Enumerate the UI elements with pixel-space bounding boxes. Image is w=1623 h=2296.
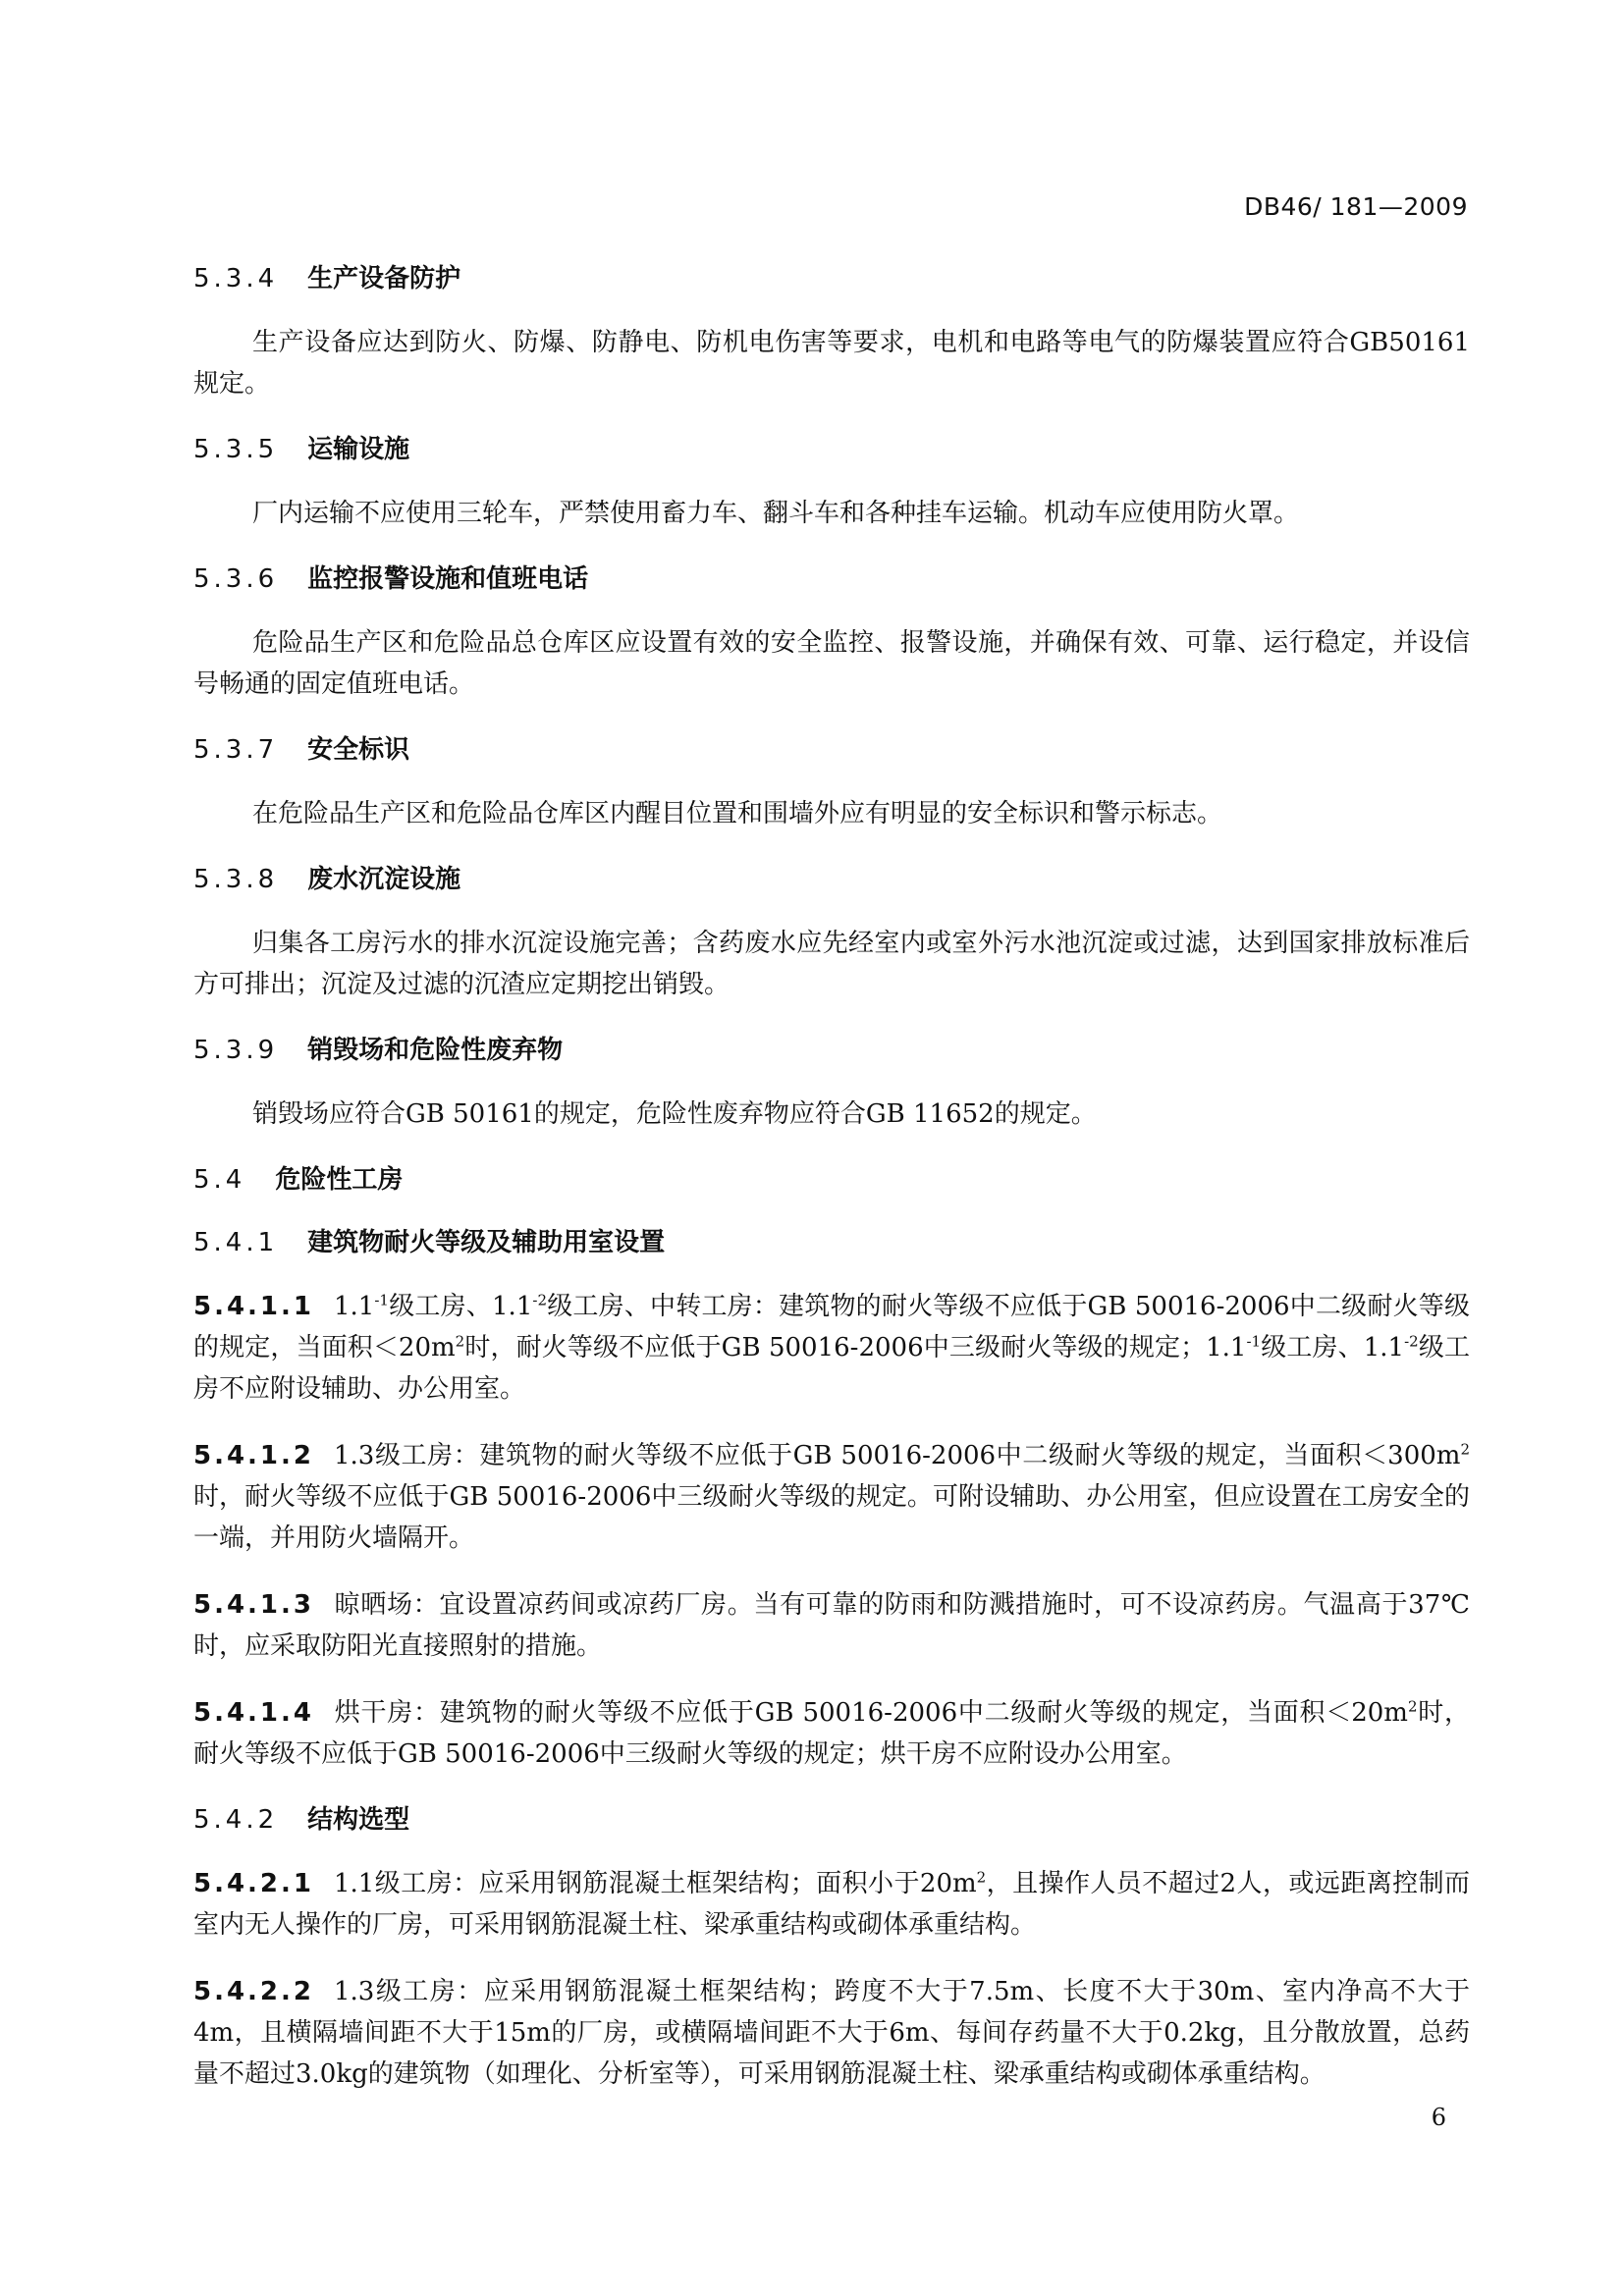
section-title: 监控报警设施和值班电话 [307,564,589,594]
section-title: 结构选型 [307,1805,410,1835]
section-number: 5.3.9 [193,1036,279,1065]
section-number: 5.4 [193,1165,246,1195]
body-paragraph: 危险品生产区和危险品总仓库区应设置有效的安全监控、报警设施，并确保有效、可靠、运行稳定，并设信号畅通的固定值班电话。 [193,628,1470,699]
clause-paragraph: 5.4.2.2 1.3级工房：应采用钢筋混凝土框架结构；跨度不大于7.5m、长度不大于30m、室内净高不大于4m，且横隔墙间距不大于15m的厂房，或横隔墙间距不大于6m、每间存药量不大于0.2kg，且分散放置，总药量不超过3.0kg的建筑物（如理化、分析室等），可采用钢筋混凝土柱、梁承重结构或砌体承重结构。 [193,1977,1470,2089]
superscript: -1 [1246,1332,1262,1351]
clause-paragraph: 5.4.1.1 $1.1^{-1}$级工房、$1.1^{-2}$级工房、中转工房：建筑物的耐火等级不应低于GB 50016-2006中二级耐火等级的规定，当面积$<20m^2$时，耐火等级不应低于GB 50016-2006中三级耐火等级的规定；$1.1^{-1}$级工房、$1.1^{-2}$级工房不应附设辅助、办公用室。 [193,1291,1470,1404]
clause-paragraph: 5.4.2.1 1.1级工房：应采用钢筋混凝土框架结构；面积小于$20m^2$，且操作人员不超过2人，或远距离控制而室内无人操作的厂房，可采用钢筋混凝土柱、梁承重结构或砌体承重结构。 [193,1868,1471,1940]
superscript: 2 [1407,1697,1418,1716]
section-heading [193,860,1470,899]
section-number: 5.4.2 [193,1805,279,1835]
section-heading [193,560,1470,599]
section-number: 5.3.5 [193,435,279,464]
clause-number: 5.4.1.4 [193,1698,314,1728]
section-heading [193,430,1470,469]
section-number: 5.3.7 [193,735,279,765]
section-title: 建筑物耐火等级及辅助用室设置 [307,1228,666,1257]
body-paragraph: 生产设备应达到防火、防爆、防静电、防机电伤害等要求，电机和电路等电气的防爆装置应符合GB50161规定。 [193,328,1470,399]
clause-paragraph: 5.4.1.2 1.3级工房：建筑物的耐火等级不应低于GB 50016-2006中二级耐火等级的规定，当面积$<300m^2$时，耐火等级不应低于GB 50016-2006中三级耐火等级的规定。可附设辅助、办公用室，但应设置在工房安全的一端，并用防火墙隔开。 [193,1440,1470,1553]
superscript: -1 [374,1291,389,1309]
clause-number: 5.4.2.2 [193,1977,314,2006]
section-title: 安全标识 [307,735,410,765]
section-heading [193,1800,1470,1840]
section-title: 销毁场和危险性废弃物 [307,1036,564,1065]
section-title: 运输设施 [307,435,410,464]
superscript: 2 [1460,1440,1470,1459]
section-number: 5.3.6 [193,564,279,594]
clause-paragraph: 5.4.1.4 烘干房：建筑物的耐火等级不应低于GB 50016-2006中二级耐火等级的规定，当面积$<20m^2$时，耐火等级不应低于GB 50016-2006中三级耐火等级的规定；烘干房不应附设办公用室。 [193,1697,1470,1769]
superscript: -2 [1404,1332,1419,1351]
section-number: 5.4.1 [193,1228,279,1257]
section-heading [193,730,1470,770]
clause-number: 5.4.2.1 [193,1869,314,1898]
section-title: 生产设备防护 [307,264,461,294]
section-number: 5.3.8 [193,865,279,894]
superscript: -2 [532,1291,547,1309]
page-number: 6 [1431,2104,1446,2131]
clause-number: 5.4.1.2 [193,1441,314,1470]
section-number: 5.3.4 [193,264,279,294]
section-title: 危险性工房 [275,1165,404,1195]
clause-number: 5.4.1.1 [193,1292,314,1321]
section-heading [193,259,1470,298]
section-heading [193,1223,1470,1262]
document-id: DB46/ 181—2009 [1244,192,1468,221]
superscript: 2 [976,1868,987,1887]
clause-paragraph: 5.4.1.3 晾晒场：宜设置凉药间或凉药厂房。当有可靠的防雨和防溅措施时，可不设凉药房。气温高于37℃时，应采取防阳光直接照射的措施。 [193,1590,1470,1661]
superscript: 2 [455,1332,465,1351]
body-paragraph: 在危险品生产区和危险品仓库区内醒目位置和围墙外应有明显的安全标识和警示标志。 [252,799,1223,828]
document-body [193,259,1470,2120]
section-heading [193,1031,1470,1070]
body-paragraph: 厂内运输不应使用三轮车，严禁使用畜力车、翻斗车和各种挂车运输。机动车应使用防火罩。 [252,499,1300,528]
body-paragraph: 销毁场应符合GB 50161的规定，危险性废弃物应符合GB 11652的规定。 [252,1099,1097,1129]
clause-number: 5.4.1.3 [193,1590,314,1620]
section-title: 废水沉淀设施 [307,865,461,894]
section-heading [193,1160,1470,1200]
body-paragraph: 归集各工房污水的排水沉淀设施完善；含药废水应先经室内或室外污水池沉淀或过滤，达到国家排放标准后方可排出；沉淀及过滤的沉渣应定期挖出销毁。 [193,929,1470,999]
